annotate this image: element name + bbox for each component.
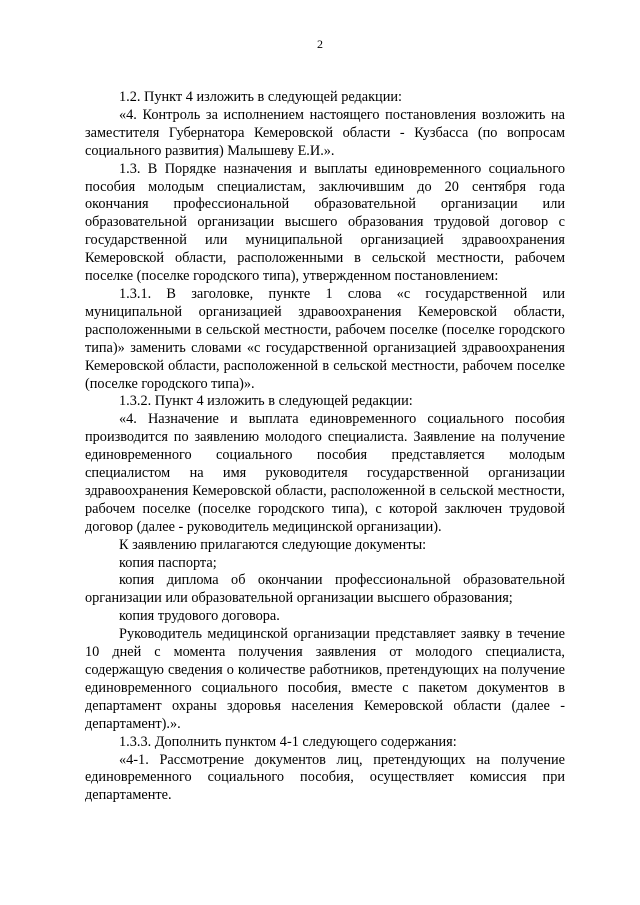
paragraph-1-3-2: 1.3.2. Пункт 4 изложить в следующей редакции: xyxy=(119,393,413,410)
paragraph-contract-copy: копия трудового договора. xyxy=(119,608,280,625)
paragraph-head-request: Руководитель медицинской организации представляет заявку в течение 10 дней с момента получения заявления от молодого специалиста, содержащую сведения о количестве работников, претендующих на получение единовременного социального пособия, вместе с пакетом документов в департамент охраны здоровья населения Кемеровской области (далее - департамент).». xyxy=(85,626,565,732)
paragraph-diploma-copy: копия диплома об окончании профессиональной образовательной организации или образовательной организации высшего образования; xyxy=(85,572,565,607)
paragraph-passport-copy: копия паспорта; xyxy=(119,554,217,571)
paragraph-1-3-1: 1.3.1. В заголовке, пункте 1 слова «с государственной или муниципальной организацией здравоохранения Кемеровской области, расположенными в сельской местности, рабочем поселке (поселке городского типа)» заменить словами «с государственной организацией здравоохранения Кемеровской области, расположенной в сельской местности, рабочем поселке (поселке городского типа)». xyxy=(85,285,565,392)
paragraph-clause-4-new: «4. Назначение и выплата единовременного социального пособия производится по заявлению молодого специалиста. Заявление на получение единовременного социального пособия представляется молодым специалистом на имя руководителя государственной организации здравоохранения Кемеровской области, расположенной в сельской местности, рабочем поселке (поселке городского типа), с которой заключен трудовой договор (далее - руководитель медицинской организации). xyxy=(85,411,565,535)
paragraph-documents-intro: К заявлению прилагаются следующие документы: xyxy=(119,536,427,553)
paragraph-1-2: 1.2. Пункт 4 изложить в следующей редакции: xyxy=(119,89,402,105)
page-number: 2 xyxy=(317,37,323,51)
document-body xyxy=(85,89,565,805)
paragraph-clause-4-quote: «4. Контроль за исполнением настоящего постановления возложить на заместителя Губернатора Кемеровской области - Кузбасса (по вопросам социального развития) Малышеву Е.И.». xyxy=(85,106,565,159)
paragraph-1-3: 1.3. В Порядке назначения и выплаты единовременного социального пособия молодым специалистам, заключившим до 20 сентября года окончания профессиональной образовательной организации или образовательной организации высшего образования трудовой договор с государственной или муниципальной организацией здравоохранения Кемеровской области, расположенными в сельской местности, рабочем поселке (поселке городского типа), утвержденном постановлением: xyxy=(85,160,565,285)
paragraph-1-3-3: 1.3.3. Дополнить пунктом 4-1 следующего содержания: xyxy=(119,733,457,750)
paragraph-clause-4-1: «4-1. Рассмотрение документов лиц, претендующих на получение единовременного социального пособия, осуществляет комиссия при департаменте. xyxy=(85,751,565,804)
